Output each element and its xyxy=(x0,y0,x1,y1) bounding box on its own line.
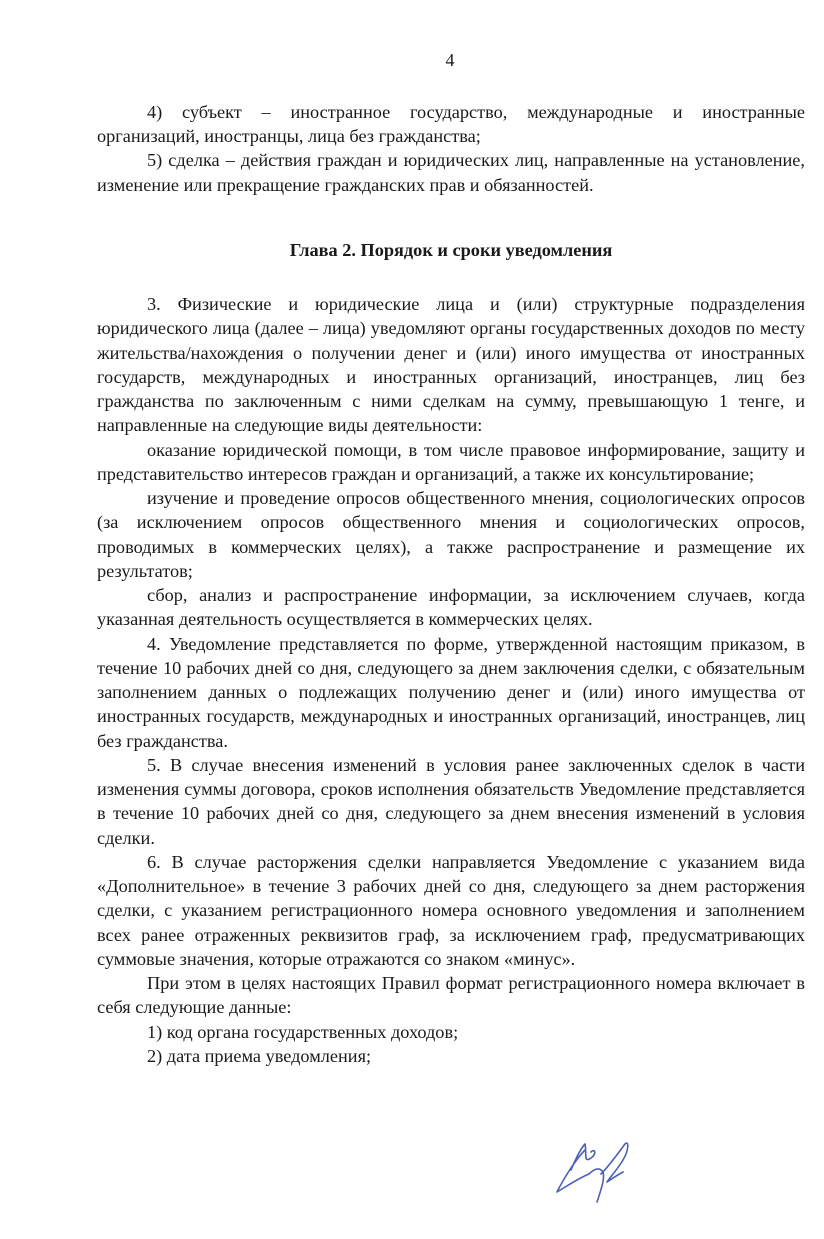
paragraph: 3. Физические и юридические лица и (или) структурные подразделения юридического лица (далее – лица) уведомляют органы государственных доходов по месту жительства/нахождения о получении денег и (или) иного имущества от иностранных государств, международных и иностранных организаций, иностранцев, лиц без гражданства по заключенным с ними сделкам на сумму, превышающую 1 тенге, и направленные на следующие виды деятельности: xyxy=(97,294,805,436)
paragraph: 4. Уведомление представляется по форме, утвержденной настоящим приказом, в течение 10 рабочих дней со дня, следующего за днем заключения сделки, с обязательным заполнением данных о подлежащих получению денег и (или) иного имущества от иностранных государств, международных и иностранных организаций, иностранцев, лиц без гражданства. xyxy=(97,633,805,751)
paragraph: 1) код органа государственных доходов; xyxy=(147,1021,459,1042)
signature-stroke xyxy=(557,1143,628,1202)
handwritten-signature xyxy=(545,1130,655,1210)
paragraph: 6. В случае расторжения сделки направляется Уведомление с указанием вида «Дополнительное» в течение 3 рабочих дней со дня, следующего за днем расторжения сделки, с указанием регистрационного номера основного уведомления и заполнением всех ранее отраженных реквизитов граф, за исключением граф, предусматривающих суммовые значения, которые отражаются со знаком «минус». xyxy=(97,851,805,969)
paragraph: изучение и проведение опросов общественного мнения, социологических опросов (за исключением опросов общественного мнения и социологических опросов, проводимых в коммерческих целях), а также распространение и размещение их результатов; xyxy=(97,488,805,581)
page-number: 4 xyxy=(445,50,455,70)
paragraph: При этом в целях настоящих Правил формат регистрационного номера включает в себя следующие данные: xyxy=(97,973,805,1018)
definitions-list xyxy=(97,100,805,197)
chapter-heading: Глава 2. Порядок и сроки уведомления xyxy=(289,240,613,260)
definition-item: 4) субъект – иностранное государство, международные и иностранные организаций, иностранцы, лица без гражданства; xyxy=(97,102,805,147)
paragraph: оказание юридической помощи, в том числе правовое информирование, защиту и представительство интересов граждан и организаций, а также их консультирование; xyxy=(97,439,805,484)
chapter-body xyxy=(97,292,805,1068)
definition-item: 5) сделка – действия граждан и юридических лиц, направленные на установление, изменение или прекращение гражданских прав и обязанностей. xyxy=(97,150,805,195)
paragraph: 2) дата приема уведомления; xyxy=(147,1045,372,1066)
paragraph: сбор, анализ и распространение информации, за исключением случаев, когда указанная деятельность осуществляется в коммерческих целях. xyxy=(97,585,805,630)
paragraph: 5. В случае внесения изменений в условия ранее заключенных сделок в части изменения суммы договора, сроков исполнения обязательств Уведомление представляется в течение 10 рабочих дней со дня, следующего за днем внесения изменений в условия сделки. xyxy=(97,754,805,848)
